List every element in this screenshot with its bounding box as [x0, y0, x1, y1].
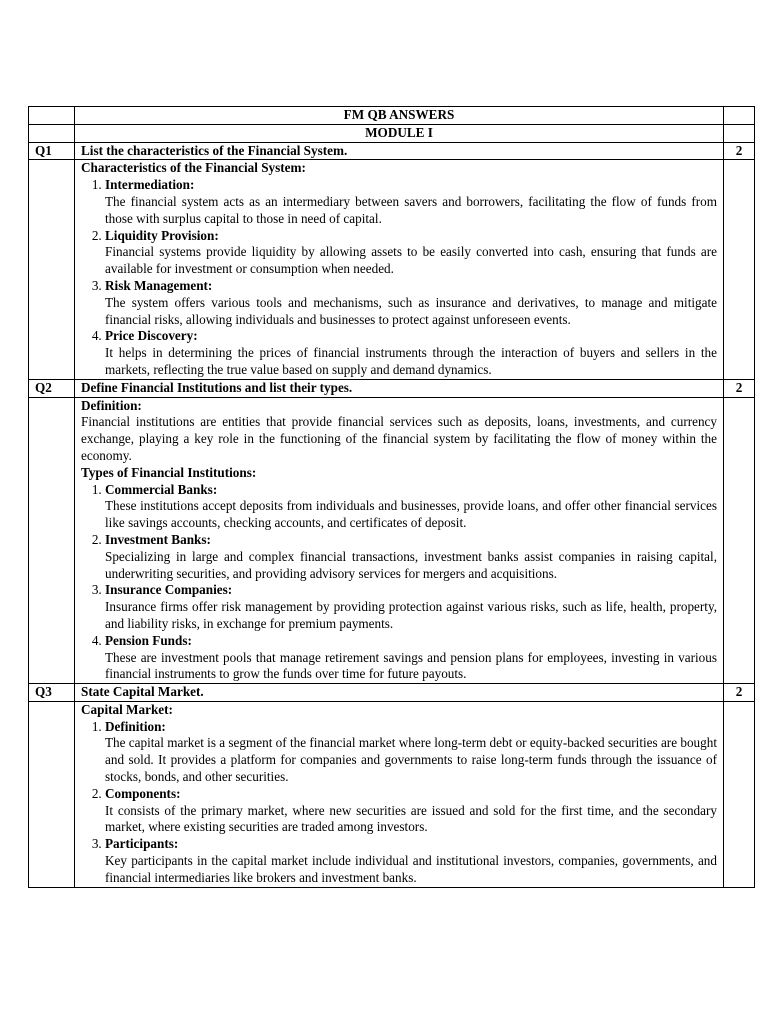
answer-heading: Definition: — [81, 397, 142, 413]
question-number: Q3 — [29, 684, 75, 702]
list-item — [105, 633, 717, 683]
answer-row — [29, 397, 755, 684]
item-title: Pension Funds: — [105, 632, 192, 648]
list-item — [105, 719, 717, 786]
question-text: Define Financial Institutions and list their types. — [75, 379, 724, 397]
answer-cell — [75, 160, 724, 379]
list-item — [105, 328, 717, 378]
item-text: The system offers various tools and mechanisms, such as insurance and derivatives, to manage and mitigate financial risks, allowing individuals and businesses to protect against unforeseen events. — [105, 294, 717, 327]
module-title: MODULE I — [75, 124, 724, 142]
list-item — [105, 278, 717, 328]
item-text: Insurance firms offer risk management by providing protection against various risks, such as life, health, property, and liability risks, in exchange for premium payments. — [105, 599, 717, 631]
list-item — [105, 177, 717, 227]
list-item — [105, 836, 717, 886]
item-text: The financial system acts as an intermediary between savers and borrowers, facilitating the flow of funds from those with surplus capital to those in need of capital. — [105, 193, 717, 226]
item-title: Participants: — [105, 836, 179, 852]
item-title: Definition: — [105, 718, 166, 734]
item-title: Intermediation: — [105, 177, 195, 193]
item-text: It consists of the primary market, where new securities are issued and sold for the first time, and the secondary market, where existing securities are traded among investors. — [105, 802, 717, 835]
answer-heading: Capital Market: — [81, 701, 173, 717]
qa-table — [28, 106, 755, 888]
title-row — [29, 107, 755, 125]
item-title: Investment Banks: — [105, 531, 211, 547]
question-number: Q2 — [29, 379, 75, 397]
answer-row — [29, 160, 755, 379]
question-row — [29, 142, 755, 160]
item-text: Key participants in the capital market include individual and institutional investors, companies, governments, and financial intermediaries like brokers and investment banks. — [105, 853, 717, 885]
question-text: State Capital Market. — [75, 684, 724, 702]
module-row — [29, 124, 755, 142]
list-item — [105, 482, 717, 532]
answer-list — [81, 177, 717, 379]
answer-row — [29, 701, 755, 887]
answer-cell — [75, 397, 724, 684]
list-item — [105, 786, 717, 836]
item-text: These institutions accept deposits from individuals and businesses, provide loans, and offer other financial services like savings accounts, checking accounts, and certificates of deposit. — [105, 498, 717, 531]
item-title: Liquidity Provision: — [105, 227, 219, 243]
question-marks: 2 — [724, 379, 755, 397]
item-title: Components: — [105, 785, 181, 801]
item-text: Specializing in large and complex financial transactions, investment banks assist companies in raising capital, underwriting securities, and providing advisory services for mergers and acquisitions. — [105, 548, 717, 581]
doc-title: FM QB ANSWERS — [75, 107, 724, 125]
answer-subheading: Types of Financial Institutions: — [81, 464, 257, 480]
question-marks: 2 — [724, 142, 755, 160]
list-item — [105, 532, 717, 582]
list-item — [105, 582, 717, 632]
question-marks: 2 — [724, 684, 755, 702]
question-row — [29, 684, 755, 702]
item-title: Price Discovery: — [105, 328, 198, 344]
item-text: These are investment pools that manage retirement savings and pension plans for employees, investing in various financial instruments to grow the funds over time for future payouts. — [105, 649, 717, 682]
answer-list — [81, 719, 717, 887]
list-item — [105, 228, 717, 278]
question-text: List the characteristics of the Financial System. — [75, 142, 724, 160]
question-number: Q1 — [29, 142, 75, 160]
item-text: The capital market is a segment of the financial market where long-term debt or equity-backed securities are bought and sold. It provides a platform for companies and governments to raise long-term funds through the issuance of stocks, bonds, and other securities. — [105, 735, 717, 785]
item-text: Financial systems provide liquidity by allowing assets to be easily converted into cash, ensuring that funds are available for investment or consumption when needed. — [105, 244, 717, 277]
item-text: It helps in determining the prices of financial instruments through the interaction of buyers and sellers in the markets, reflecting the true value based on supply and demand dynamics. — [105, 345, 717, 377]
question-row — [29, 379, 755, 397]
answer-list — [81, 482, 717, 684]
item-title: Commercial Banks: — [105, 481, 218, 497]
answer-heading: Characteristics of the Financial System: — [81, 160, 306, 176]
answer-cell — [75, 701, 724, 887]
item-title: Risk Management: — [105, 277, 213, 293]
item-title: Insurance Companies: — [105, 582, 233, 598]
definition-text: Financial institutions are entities that provide financial services such as deposits, loans, investments, and currency exchange, playing a key role in the functioning of the financial system by facilitating the flow of money within the economy. — [81, 414, 717, 463]
